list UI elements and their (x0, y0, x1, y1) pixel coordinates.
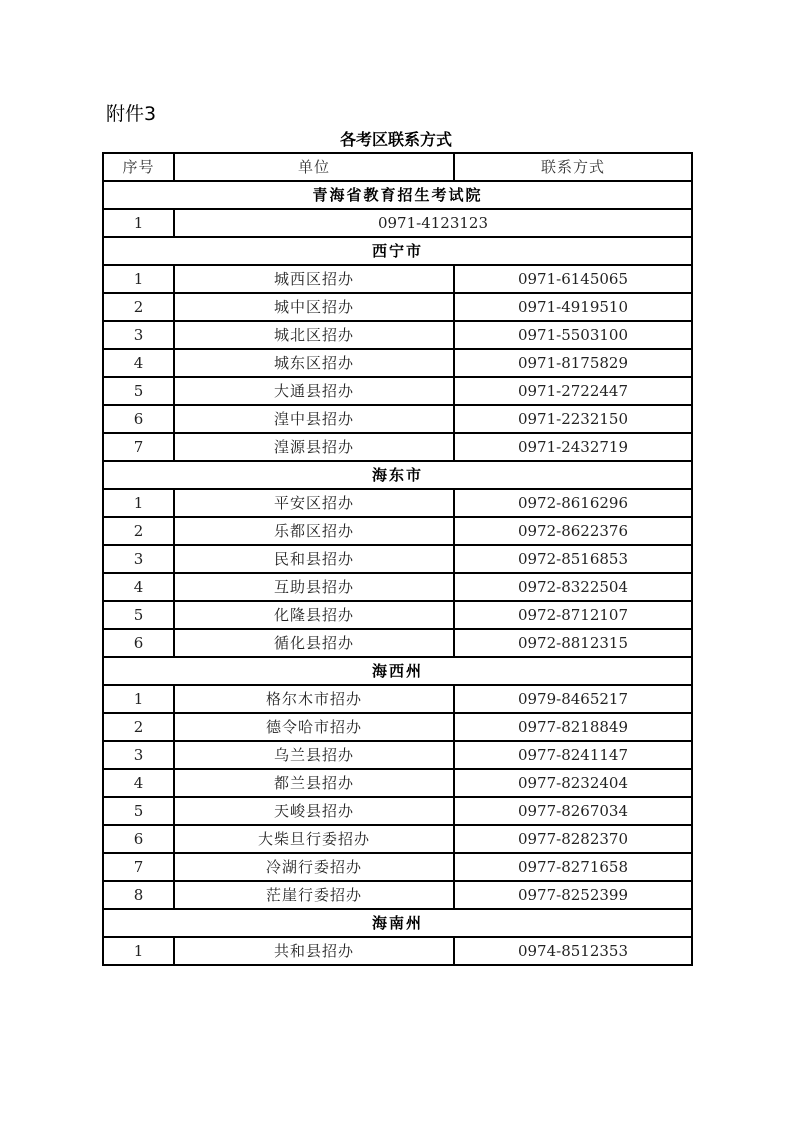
row-index: 3 (103, 545, 174, 573)
table-row (103, 349, 692, 377)
row-unit: 互助县招办 (174, 573, 454, 601)
row-index: 7 (103, 853, 174, 881)
attachment-label: 附件3 (106, 103, 157, 125)
row-index: 1 (103, 209, 174, 237)
table-row (103, 937, 692, 965)
table-row (103, 853, 692, 881)
table-row (103, 293, 692, 321)
table-row (103, 601, 692, 629)
row-phone: 0971-4123123 (174, 209, 692, 237)
row-unit: 城东区招办 (174, 349, 454, 377)
row-unit: 共和县招办 (174, 937, 454, 965)
table-row (103, 629, 692, 657)
row-index: 5 (103, 377, 174, 405)
document-title: 各考区联系方式 (339, 130, 452, 149)
row-phone: 0972-8812315 (454, 629, 692, 657)
section-title: 海西州 (103, 657, 692, 685)
row-index: 6 (103, 825, 174, 853)
table-row (103, 685, 692, 713)
table-row (103, 265, 692, 293)
section-title: 西宁市 (103, 237, 692, 265)
row-phone: 0977-8232404 (454, 769, 692, 797)
table-row (103, 377, 692, 405)
row-unit: 城西区招办 (174, 265, 454, 293)
row-phone: 0972-8622376 (454, 517, 692, 545)
row-index: 4 (103, 573, 174, 601)
header-index: 序号 (103, 153, 174, 181)
row-index: 6 (103, 405, 174, 433)
row-phone: 0977-8282370 (454, 825, 692, 853)
section-row (103, 657, 692, 685)
row-index: 5 (103, 601, 174, 629)
section-row (103, 237, 692, 265)
row-unit: 平安区招办 (174, 489, 454, 517)
row-unit: 冷湖行委招办 (174, 853, 454, 881)
row-unit: 都兰县招办 (174, 769, 454, 797)
row-unit: 湟源县招办 (174, 433, 454, 461)
row-index: 1 (103, 265, 174, 293)
table-row (103, 881, 692, 909)
row-unit: 格尔木市招办 (174, 685, 454, 713)
row-phone: 0979-8465217 (454, 685, 692, 713)
section-row (103, 909, 692, 937)
row-unit: 天峻县招办 (174, 797, 454, 825)
table-row (103, 741, 692, 769)
row-phone: 0971-2722447 (454, 377, 692, 405)
row-phone: 0971-8175829 (454, 349, 692, 377)
row-index: 1 (103, 685, 174, 713)
row-index: 1 (103, 489, 174, 517)
table-row (103, 825, 692, 853)
row-index: 3 (103, 741, 174, 769)
row-unit: 茫崖行委招办 (174, 881, 454, 909)
table-row (103, 405, 692, 433)
row-unit: 乌兰县招办 (174, 741, 454, 769)
row-phone: 0977-8271658 (454, 853, 692, 881)
header-row (103, 153, 692, 181)
row-unit: 大柴旦行委招办 (174, 825, 454, 853)
section-title: 青海省教育招生考试院 (103, 181, 692, 209)
row-index: 3 (103, 321, 174, 349)
row-index: 2 (103, 713, 174, 741)
row-phone: 0977-8218849 (454, 713, 692, 741)
row-phone: 0971-2232150 (454, 405, 692, 433)
row-phone: 0971-4919510 (454, 293, 692, 321)
section-title: 海南州 (103, 909, 692, 937)
table-row (103, 209, 692, 237)
table-row (103, 517, 692, 545)
row-unit: 湟中县招办 (174, 405, 454, 433)
row-index: 4 (103, 349, 174, 377)
row-phone: 0971-6145065 (454, 265, 692, 293)
row-phone: 0977-8241147 (454, 741, 692, 769)
row-phone: 0974-8512353 (454, 937, 692, 965)
row-unit: 循化县招办 (174, 629, 454, 657)
table-row (103, 433, 692, 461)
row-index: 6 (103, 629, 174, 657)
row-index: 2 (103, 517, 174, 545)
row-phone: 0972-8616296 (454, 489, 692, 517)
row-phone: 0977-8267034 (454, 797, 692, 825)
row-phone: 0971-5503100 (454, 321, 692, 349)
row-unit: 乐都区招办 (174, 517, 454, 545)
table-row (103, 573, 692, 601)
table-row (103, 797, 692, 825)
row-unit: 民和县招办 (174, 545, 454, 573)
section-row (103, 461, 692, 489)
table-row (103, 489, 692, 517)
row-index: 4 (103, 769, 174, 797)
row-index: 8 (103, 881, 174, 909)
header-contact: 联系方式 (454, 153, 692, 181)
section-row (103, 181, 692, 209)
row-index: 5 (103, 797, 174, 825)
contact-table (102, 152, 693, 966)
row-unit: 化隆县招办 (174, 601, 454, 629)
table-body (103, 181, 692, 965)
row-unit: 城中区招办 (174, 293, 454, 321)
row-phone: 0972-8516853 (454, 545, 692, 573)
row-unit: 大通县招办 (174, 377, 454, 405)
row-phone: 0971-2432719 (454, 433, 692, 461)
table-row (103, 545, 692, 573)
row-phone: 0977-8252399 (454, 881, 692, 909)
row-index: 1 (103, 937, 174, 965)
table-row (103, 321, 692, 349)
row-index: 7 (103, 433, 174, 461)
table-row (103, 769, 692, 797)
section-title: 海东市 (103, 461, 692, 489)
table-row (103, 713, 692, 741)
row-phone: 0972-8712107 (454, 601, 692, 629)
row-phone: 0972-8322504 (454, 573, 692, 601)
row-unit: 德令哈市招办 (174, 713, 454, 741)
row-index: 2 (103, 293, 174, 321)
header-unit: 单位 (174, 153, 454, 181)
row-unit: 城北区招办 (174, 321, 454, 349)
